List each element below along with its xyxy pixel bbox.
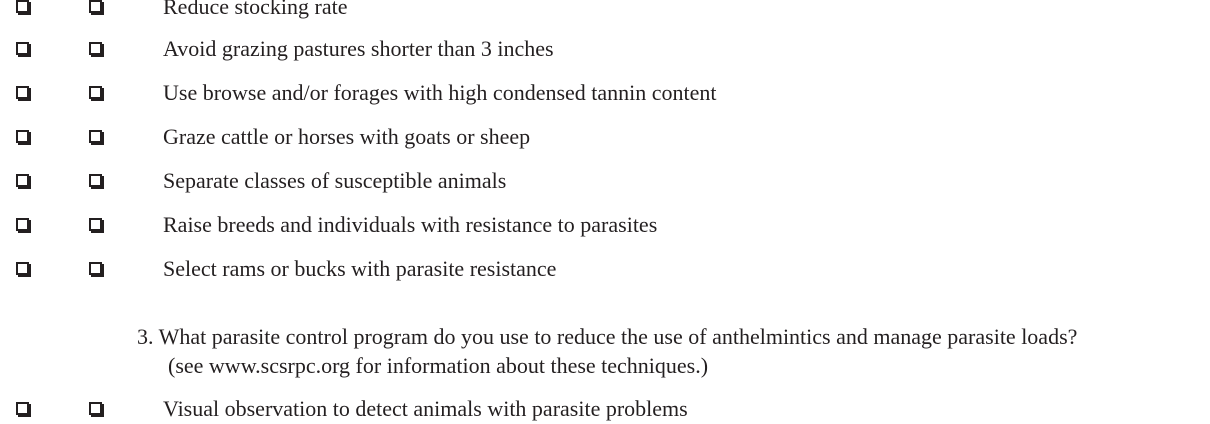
checkbox-column-1[interactable]: [16, 262, 29, 275]
checklist-item-label: Graze cattle or horses with goats or sheep: [163, 124, 531, 149]
checkbox-column-2[interactable]: [89, 262, 102, 275]
checklist-row: [0, 210, 1210, 240]
checklist-item-label: Reduce stocking rate: [163, 0, 348, 19]
checkbox-column-2[interactable]: [89, 402, 102, 415]
checkbox-column-2[interactable]: [89, 42, 102, 55]
question-3-note: (see www.scsrpc.org for information about these techniques.): [168, 353, 709, 378]
question-3-text: 3. What parasite control program do you use to reduce the use of anthelmintics and manage parasite loads?: [137, 324, 1078, 349]
checklist-item-label: Visual observation to detect animals with parasite problems: [163, 396, 688, 421]
checklist-row: [0, 34, 1210, 64]
checklist-item-label: Select rams or bucks with parasite resistance: [163, 256, 557, 281]
checkbox-column-1[interactable]: [16, 402, 29, 415]
checkbox-column-1[interactable]: [16, 218, 29, 231]
checkbox-column-2[interactable]: [89, 130, 102, 143]
checkbox-column-1[interactable]: [16, 86, 29, 99]
checklist-row: [0, 166, 1210, 196]
checkbox-column-2[interactable]: [89, 0, 102, 13]
checklist-item-label: Avoid grazing pastures shorter than 3 inches: [163, 36, 554, 61]
checkbox-column-1[interactable]: [16, 42, 29, 55]
checkbox-column-2[interactable]: [89, 174, 102, 187]
checklist-row: [0, 122, 1210, 152]
checkbox-column-1[interactable]: [16, 174, 29, 187]
checklist-item-label: Use browse and/or forages with high condensed tannin content: [163, 80, 717, 105]
checklist-item-label: Separate classes of susceptible animals: [163, 168, 507, 193]
checkbox-column-1[interactable]: [16, 0, 29, 13]
checkbox-column-2[interactable]: [89, 86, 102, 99]
checklist-row: [0, 78, 1210, 108]
checklist-row: [0, 254, 1210, 284]
checklist-item-label: Raise breeds and individuals with resistance to parasites: [163, 212, 658, 237]
checkbox-column-1[interactable]: [16, 130, 29, 143]
checklist-row: [0, 0, 1210, 22]
checkbox-column-2[interactable]: [89, 218, 102, 231]
checklist-row: [0, 394, 1210, 424]
question-3: [137, 322, 1197, 380]
